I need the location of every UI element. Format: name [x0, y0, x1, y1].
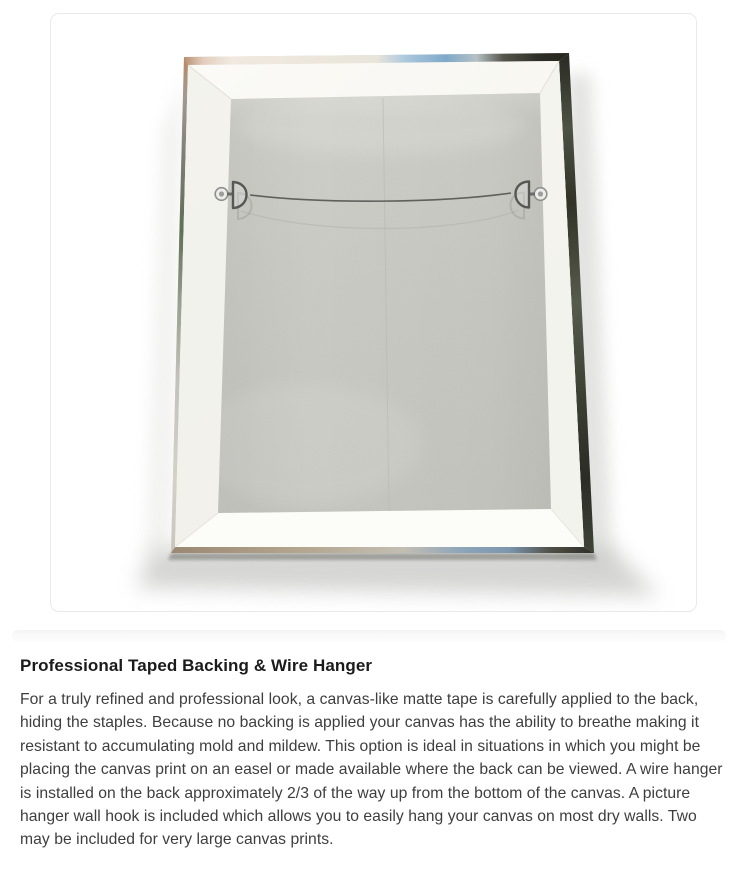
wrapped-print-bottom-edge [171, 547, 594, 553]
canvas-back-photo [51, 14, 696, 611]
taped-backing [191, 84, 561, 524]
section-paragraph: For a truly refined and professional look, a canvas-like matte tape is carefully applied to the back, hiding the staples. Because no backing is applied your canvas has the ability to breathe making it resistant to accumulating mold and mildew. This option is ideal in situations in which you might be placing the canvas print on an easel or made available where the back can be viewed. A wire hanger is installed on the back approximately 2/3 of the way up from the bottom of the canvas. A picture hanger wall hook is included which allows you to easily hang your canvas on most dry walls. Two may be included for very large canvas prints. [20, 691, 723, 849]
section-divider [12, 630, 726, 642]
section-heading: Professional Taped Backing & Wire Hanger [20, 656, 373, 675]
product-photo-card [50, 13, 697, 612]
canvas-body [171, 53, 594, 553]
description-section [20, 656, 727, 852]
